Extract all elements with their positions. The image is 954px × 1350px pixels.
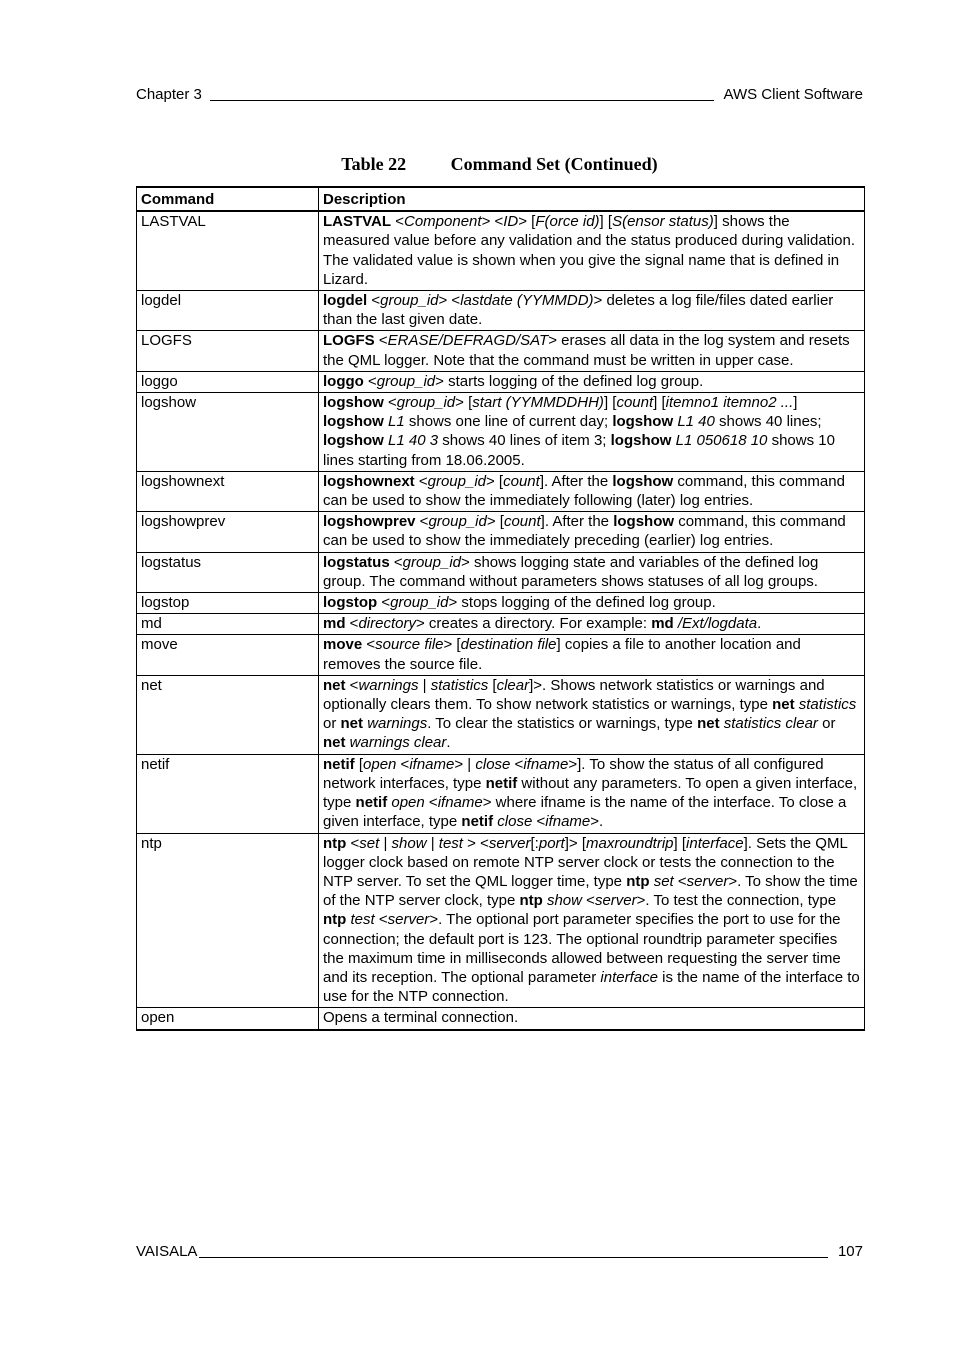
description-text: net [772,696,795,714]
description-text: < [346,834,360,852]
footer-rule [199,1256,828,1258]
description-text: < [673,872,687,890]
table-row [137,754,865,833]
description-text: ntp [626,872,650,890]
description-text: > [ [518,213,536,231]
description-cell [319,833,865,1008]
description-text: >. To show the time of the NTP server clock, type [323,872,858,910]
description-text: . [757,615,762,633]
description-text: < [345,676,359,694]
table-caption [136,153,863,175]
description-text: > [ [486,513,504,531]
description-text: < [582,892,595,910]
table-number: Table 22 [341,154,407,174]
description-text: F(orce id) [535,213,600,231]
description-text: group_id [380,292,439,310]
description-text: > creates a directory. For example: [415,615,652,633]
description-text: ] [ [653,394,666,412]
description-text: logshowprev [323,513,416,531]
command-cell: open [137,1008,319,1030]
command-cell: logstatus [137,552,319,592]
description-text: net [340,715,364,733]
table-row [137,614,865,635]
description-text: < [362,636,376,654]
description-text: L1 40 3 [388,432,439,450]
description-cell [319,291,865,331]
description-text: > | [454,755,476,773]
command-cell: logshownext [137,471,319,511]
table-row [137,1008,865,1030]
description-text: logstatus [323,553,390,571]
description-text: S(ensor status) [612,213,714,231]
description-text: . [446,734,451,752]
column-header-command: Command [137,187,319,211]
description-text: < [363,372,377,390]
description-text: open [363,755,397,773]
table-body [137,211,865,1029]
description-text: > < [438,292,461,310]
description-text: | [418,676,431,694]
description-text: ERASE/DEFRAGD/SAT [387,332,549,350]
description-text: port [538,834,565,852]
description-text: ]> [ [564,834,586,852]
page-number: 107 [837,1243,863,1260]
description-text: logshow [323,394,384,412]
description-text: loggo [323,372,364,390]
table-row [137,635,865,675]
table-row [137,512,865,552]
description-text: ] [ [599,213,613,231]
description-text: shows 40 lines of item 3; [438,432,611,450]
description-text: statistics clear [723,715,818,733]
description-text: test [350,911,375,929]
description-text: itemno1 itemno2 ... [665,394,794,412]
description-text: move [323,636,363,654]
description-text: ]. After the [540,513,614,531]
page-footer [136,1243,863,1261]
description-text: is the name of the interface to use for the NTP connection. [323,968,860,1006]
table-row [137,211,865,290]
description-text: test [438,834,463,852]
description-text: ]. Sets the QML logger clock based on remote NTP server clock or tests the connection to the NTP server. To set the QML logger time, type [323,834,848,890]
description-text: destination file [460,636,557,654]
description-text: count [616,394,654,412]
description-text: ] [ [673,834,687,852]
description-text: L1 [388,413,405,431]
description-text: > stops logging of the defined log group. [448,594,716,612]
table-row [137,371,865,392]
description-text: net [323,676,346,694]
description-text: ntp [323,834,347,852]
description-text: ntp [323,911,347,929]
description-text: >. [590,813,604,831]
table-row [137,471,865,511]
description-cell [319,552,865,592]
description-cell [319,1008,865,1030]
description-text: without any parameters. To open a given interface, type [323,774,858,812]
description-text: < [424,794,438,812]
description-text: logshow [612,472,674,490]
description-text: count [503,513,541,531]
description-text: netif [485,774,518,792]
description-text: close [475,755,511,773]
description-text: > < [462,834,489,852]
table-row [137,833,865,1008]
table-row [137,291,865,331]
description-text: L1 40 [677,413,715,431]
description-text: logshow [613,513,675,531]
description-text: warnings [367,715,428,733]
description-text: netif [323,755,355,773]
command-cell: ntp [137,833,319,1008]
description-text: ] [ [603,394,617,412]
description-text: group_id [428,513,487,531]
section-label: AWS Client Software [723,86,863,103]
description-text: clear [496,676,530,694]
description-text: < [414,472,428,490]
command-cell: logshowprev [137,512,319,552]
description-text: Opens a terminal connection. [323,1009,519,1027]
command-cell: logshow [137,393,319,472]
description-text: show [546,892,582,910]
description-text: Component [404,213,482,231]
description-text: set [653,872,674,890]
description-text: > deletes a log file/files dated earlier than the last given date. [323,292,834,329]
description-text: < [374,911,388,929]
description-text: logstop [323,594,378,612]
description-text: > [ [443,636,461,654]
description-text: md [323,615,346,633]
description-text: > shows logging state and variables of the defined log group. The command without parameters shows statuses of all log groups. [323,553,819,590]
description-text: logdel [323,292,368,310]
description-text: count [503,472,540,490]
description-text: < [345,615,359,633]
company-name: VAISALA [136,1243,198,1260]
description-cell [319,471,865,511]
description-text: logshow [610,432,672,450]
description-text: ]>. Shows network statistics or warnings and optionally clears them. To show network statistics or warnings, type [323,676,825,714]
description-cell [319,754,865,833]
description-text: ntp [519,892,543,910]
description-text: netif [355,794,388,812]
description-text: [ [488,676,497,694]
description-text: source file [375,636,444,654]
description-text: | [379,834,392,852]
description-cell [319,331,865,371]
description-text: shows 40 lines; [714,413,822,431]
description-text: < [383,394,397,412]
description-text: LASTVAL [323,213,392,231]
description-text: logshow [323,432,384,450]
command-cell: netif [137,754,319,833]
command-cell: net [137,675,319,754]
description-text: net [697,715,720,733]
description-text: < [374,332,388,350]
description-text: or [817,715,836,733]
description-cell [319,614,865,635]
description-text: shows 10 lines starting from 18.06.2005. [323,432,835,469]
description-text: logshownext [323,472,415,490]
description-text: logshow [612,413,674,431]
description-cell [319,371,865,392]
description-text: >]. To show the status of all configured network interfaces, type [323,755,824,792]
table-row [137,593,865,614]
description-text: command, this command can be used to show the immediately preceding (earlier) log entries. [323,513,846,550]
description-text: statistics [430,676,489,694]
description-text: netif [461,813,494,831]
description-text: < [391,213,404,231]
description-text: ifname [437,794,483,812]
description-text: /Ext/logdata [677,615,758,633]
description-cell [319,635,865,675]
description-text: show [391,834,427,852]
description-text: ]. After the [539,472,613,490]
description-text: ] shows the measured value before any validation and the status produced during validation. The validated value is shown when you give the signal name that is defined in Lizard. [323,213,856,288]
description-text: lastdate (YYMMDD) [460,292,594,310]
description-text: net [323,734,346,752]
description-text: ifname [409,755,455,773]
table-row [137,393,865,472]
description-text: < [377,594,391,612]
description-cell [319,512,865,552]
description-text: > [ [486,472,504,490]
description-text: > < [481,213,504,231]
description-text: shows one line of current day; [404,413,613,431]
description-text: < [367,292,381,310]
description-text: server [594,892,637,910]
description-text: < [396,755,410,773]
description-cell [319,675,865,754]
description-text: >. The optional port parameter specifies the port to use for the connection; the default port is 123. The optional roundtrip parameter specifies the maximum time in milliseconds allowed between requesting the server time and its reception. The optional parameter [323,911,841,986]
column-header-description: Description [319,187,865,211]
description-text: > erases all data in the log system and resets the QML logger. Note that the command must be written in upper case. [323,332,850,369]
description-text: server [488,834,531,852]
description-text: < [389,553,403,571]
description-text: statistics [798,696,857,714]
description-text: start (YYMMDDHH) [472,394,604,412]
description-text: < [532,813,546,831]
page-header [136,86,863,104]
description-text: L1 050618 10 [675,432,768,450]
description-text: open [391,794,425,812]
description-text: group_id [402,553,462,571]
table-name: Command Set (Continued) [450,154,658,174]
description-cell [319,393,865,472]
description-text: md [651,615,674,633]
description-text: group_id [427,472,486,490]
description-text: logshow [323,413,384,431]
description-text: < [510,755,524,773]
table-row [137,675,865,754]
description-text: directory [358,615,416,633]
description-text: ID [503,213,519,231]
header-rule [210,99,714,101]
command-table [136,186,865,1031]
description-cell [319,593,865,614]
description-text: or [323,715,341,733]
description-text: group_id [376,372,436,390]
command-cell: move [137,635,319,675]
description-text: > [ [455,394,473,412]
description-text: [ [354,755,364,773]
command-cell: loggo [137,371,319,392]
description-text: warnings clear [349,734,447,752]
description-text: server [387,911,430,929]
description-text: < [415,513,429,531]
description-text: >. To test the connection, type [636,892,837,910]
command-cell: logstop [137,593,319,614]
description-text: ] [793,394,798,412]
command-cell: LOGFS [137,331,319,371]
description-text: command, this command can be used to show the immediately following (later) log entries. [323,472,845,510]
description-text: interface [686,834,744,852]
command-cell: LASTVAL [137,211,319,290]
description-text: group_id [390,594,449,612]
description-text: . To clear the statistics or warnings, type [427,715,698,733]
description-text: group_id [396,394,456,412]
table-row [137,552,865,592]
description-text: interface [600,968,658,986]
description-text: close [497,813,533,831]
description-text: warnings [358,676,419,694]
chapter-label: Chapter 3 [136,86,202,103]
description-text: set [359,834,380,852]
description-text: > starts logging of the defined log group. [435,372,704,390]
command-cell: md [137,614,319,635]
description-text: [: [530,834,539,852]
description-text: ifname [523,755,569,773]
description-text: | [426,834,439,852]
table-row [137,331,865,371]
description-cell [319,211,865,290]
description-text: LOGFS [323,332,375,350]
description-text: > where ifname is the name of the interface. To close a given interface, type [323,794,847,831]
description-text: ] copies a file to another location and removes the source file. [323,636,801,673]
description-text: maxroundtrip [585,834,674,852]
description-text: server [686,872,729,890]
command-cell: logdel [137,291,319,331]
description-text: ifname [545,813,591,831]
table-header-row [137,187,865,211]
